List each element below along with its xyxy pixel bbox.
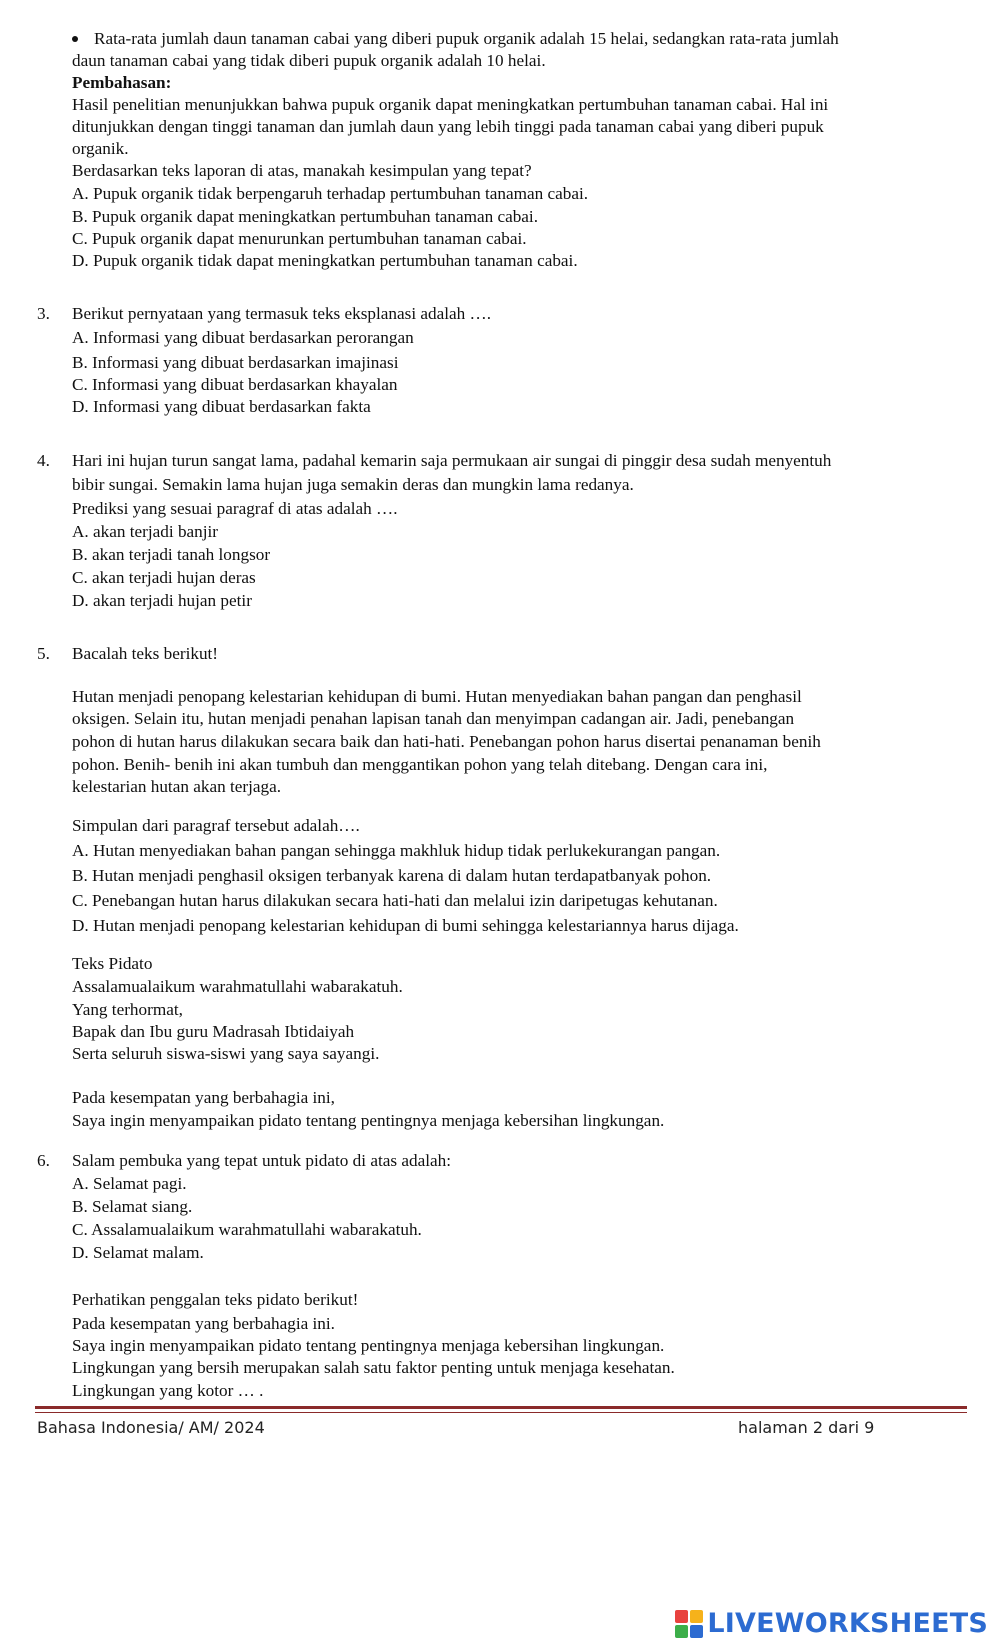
q4-option-c: C. akan terjadi hujan deras <box>72 568 256 587</box>
q5-option-a: A. Hutan menyediakan bahan pangan sehingga makhluk hidup tidak perlukekurangan pangan. <box>72 841 721 860</box>
speech-line-topic: Saya ingin menyampaikan pidato tentang pentingnya menjaga kebersihan lingkungan. <box>72 1111 665 1130</box>
logo-square-yellow <box>690 1610 703 1623</box>
q2-option-b: B. Pupuk organik dapat meningkatkan pertumbuhan tanaman cabai. <box>72 207 539 226</box>
intro-bullet-line-1: Rata-rata jumlah daun tanaman cabai yang diberi pupuk organik adalah 15 helai, sedangkan rata-rata jumlah <box>94 29 839 48</box>
speech-line-respected: Yang terhormat, <box>72 1000 183 1019</box>
q5-option-d: D. Hutan menjadi penopang kelestarian kehidupan di bumi sehingga kelestariannya harus dijaga. <box>72 916 739 935</box>
pembahasan-heading: Pembahasan: <box>72 73 172 92</box>
liveworksheets-wordmark: LIVEWORKSHEETS <box>707 1608 988 1639</box>
pembahasan-line-3: organik. <box>72 139 129 158</box>
excerpt-line-4: Lingkungan yang kotor … . <box>72 1381 264 1400</box>
q3-option-b: B. Informasi yang dibuat berdasarkan imajinasi <box>72 353 399 372</box>
bullet-dot <box>72 36 78 42</box>
pembahasan-line-1: Hasil penelitian menunjukkan bahwa pupuk organik dapat meningkatkan pertumbuhan tanaman cabai. Hal ini <box>72 95 829 114</box>
q3-option-d: D. Informasi yang dibuat berdasarkan fakta <box>72 397 371 416</box>
q5-passage-line-2: oksigen. Selain itu, hutan menjadi penahan lapisan tanah dan menyimpan cadangan air. Jadi, penebangan <box>72 709 795 728</box>
q3-question: Berikut pernyataan yang termasuk teks eksplanasi adalah …. <box>72 304 492 323</box>
q5-option-b: B. Hutan menjadi penghasil oksigen terbanyak karena di dalam hutan terdapatbanyak pohon. <box>72 866 712 885</box>
q5-passage-line-3: pohon di hutan harus dilakukan secara baik dan hati-hati. Penebangan pohon harus disertai penanaman benih <box>72 732 821 751</box>
excerpt-line-3: Lingkungan yang bersih merupakan salah satu faktor penting untuk menjaga kesehatan. <box>72 1358 675 1377</box>
q6-option-b: B. Selamat siang. <box>72 1197 193 1216</box>
q4-option-a: A. akan terjadi banjir <box>72 522 219 541</box>
intro-bullet-line-2: daun tanaman cabai yang tidak diberi pupuk organik adalah 10 helai. <box>72 51 546 70</box>
footer-rule-thick <box>35 1406 967 1409</box>
speech-title: Teks Pidato <box>72 954 153 973</box>
pembahasan-line-2: ditunjukkan dengan tinggi tanaman dan jumlah daun yang lebih tinggi pada tanaman cabai yang diberi pupuk <box>72 117 824 136</box>
q5-question: Simpulan dari paragraf tersebut adalah…. <box>72 816 360 835</box>
q5-passage-line-5: kelestarian hutan akan terjaga. <box>72 777 282 796</box>
logo-square-blue <box>690 1625 703 1638</box>
q6-option-a: A. Selamat pagi. <box>72 1174 187 1193</box>
q6-question: Salam pembuka yang tepat untuk pidato di atas adalah: <box>72 1151 451 1170</box>
q5-passage-line-4: pohon. Benih- benih ini akan tumbuh dan menggantikan pohon yang telah ditebang. Dengan cara ini, <box>72 755 768 774</box>
footer-page-number: halaman 2 dari 9 <box>738 1418 875 1437</box>
q4-option-b: B. akan terjadi tanah longsor <box>72 545 271 564</box>
excerpt-line-1: Pada kesempatan yang berbahagia ini. <box>72 1314 335 1333</box>
speech-line-greeting: Assalamualaikum warahmatullahi wabarakatuh. <box>72 977 403 996</box>
q6-option-d: D. Selamat malam. <box>72 1243 204 1262</box>
q3-option-c: C. Informasi yang dibuat berdasarkan khayalan <box>72 375 398 394</box>
excerpt-line-2: Saya ingin menyampaikan pidato tentang pentingnya menjaga kebersihan lingkungan. <box>72 1336 665 1355</box>
liveworksheets-logo-icon <box>675 1610 703 1638</box>
q5-passage-line-1: Hutan menjadi penopang kelestarian kehidupan di bumi. Hutan menyediakan bahan pangan dan penghasil <box>72 687 802 706</box>
speech-line-teachers: Bapak dan Ibu guru Madrasah Ibtidaiyah <box>72 1022 355 1041</box>
q2-question: Berdasarkan teks laporan di atas, manakah kesimpulan yang tepat? <box>72 161 532 180</box>
q4-number: 4. <box>37 451 50 470</box>
q3-number: 3. <box>37 304 50 323</box>
q3-option-a: A. Informasi yang dibuat berdasarkan perorangan <box>72 328 414 347</box>
q5-number: 5. <box>37 644 50 663</box>
q2-option-d: D. Pupuk organik tidak dapat meningkatkan pertumbuhan tanaman cabai. <box>72 251 578 270</box>
footer-subject: Bahasa Indonesia/ AM/ 2024 <box>37 1418 265 1437</box>
q5-option-c: C. Penebangan hutan harus dilakukan secara hati-hati dan melalui izin daripetugas kehutanan. <box>72 891 718 910</box>
q6-number: 6. <box>37 1151 50 1170</box>
speech-line-students: Serta seluruh siswa-siswi yang saya sayangi. <box>72 1044 380 1063</box>
q4-option-d: D. akan terjadi hujan petir <box>72 591 252 610</box>
q2-option-a: A. Pupuk organik tidak berpengaruh terhadap pertumbuhan tanaman cabai. <box>72 184 589 203</box>
q4-text-line-1: Hari ini hujan turun sangat lama, padahal kemarin saja permukaan air sungai di pinggir desa sudah menyentuh <box>72 451 832 470</box>
q4-question: Prediksi yang sesuai paragraf di atas adalah …. <box>72 499 398 518</box>
logo-square-green <box>675 1625 688 1638</box>
q4-text-line-2: bibir sungai. Semakin lama hujan juga semakin deras dan mungkin lama redanya. <box>72 475 634 494</box>
q6-option-c: C. Assalamualaikum warahmatullahi wabarakatuh. <box>72 1220 422 1239</box>
speech-line-occasion: Pada kesempatan yang berbahagia ini, <box>72 1088 335 1107</box>
footer-rule-thin <box>35 1412 967 1413</box>
q5-instruction: Bacalah teks berikut! <box>72 644 219 663</box>
liveworksheets-brand <box>675 1608 988 1639</box>
excerpt-instruction: Perhatikan penggalan teks pidato berikut! <box>72 1290 359 1309</box>
q2-option-c: C. Pupuk organik dapat menurunkan pertumbuhan tanaman cabai. <box>72 229 527 248</box>
logo-square-red <box>675 1610 688 1623</box>
